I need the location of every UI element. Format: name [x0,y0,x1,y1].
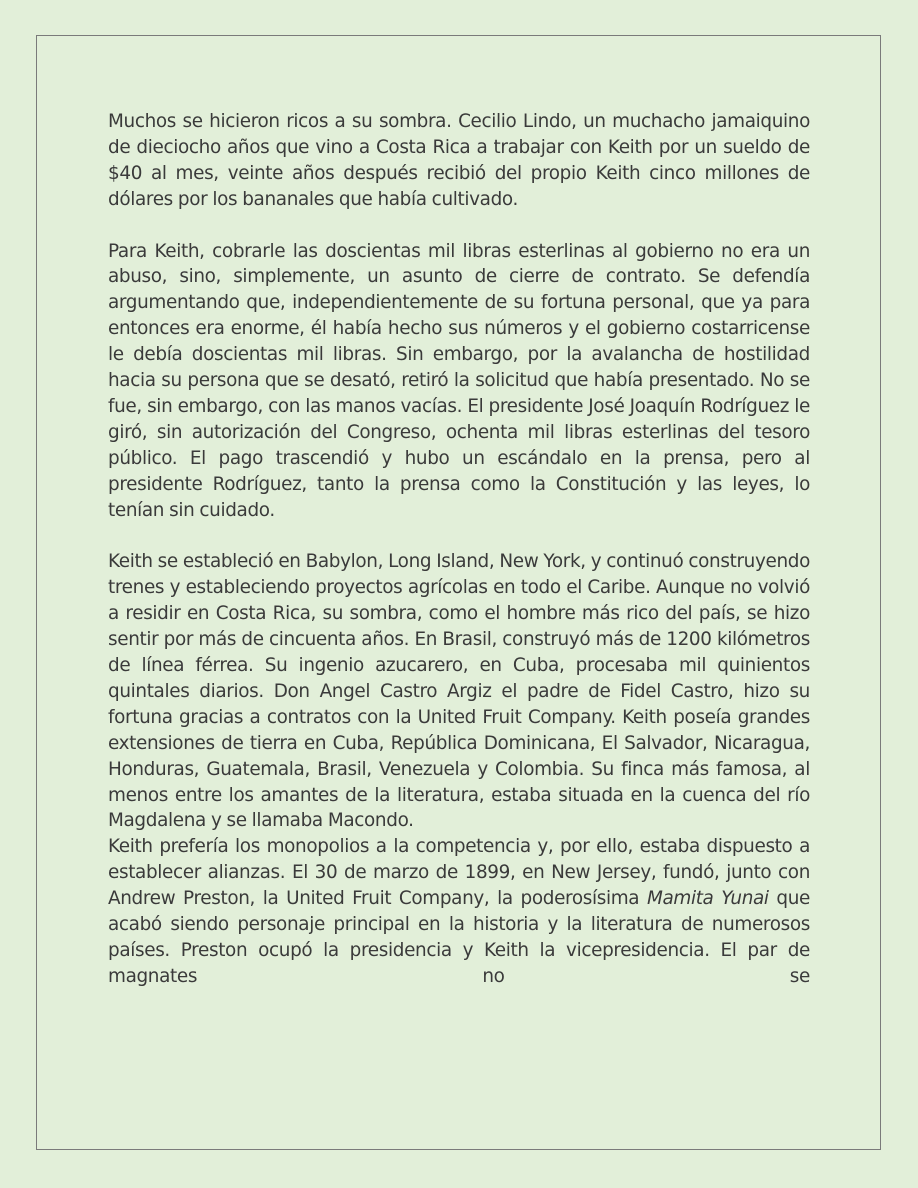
paragraph-3: Keith se estableció en Babylon, Long Island, New York, y continuó construyendo trenes y estableciendo proyectos agrícolas en todo el Caribe. Aunque no volvió a residir en Costa Rica, su sombra, como el hombre más rico del país, se hizo sentir por más de cincuenta años. En Brasil, construyó más de 1200 kilómetros de línea férrea. Su ingenio azucarero, en Cuba, procesaba mil quinientos quintales diarios. Don Angel Castro Argiz el padre de Fidel Castro, hizo su fortuna gracias a contratos con la United Fruit Company. Keith poseía grandes extensiones de tierra en Cuba, República Dominicana, El Salvador, Nicaragua, Honduras, Guatemala, Brasil, Venezuela y Colombia. Su finca más famosa, al menos entre los amantes de la literatura, estaba situada en la cuenca del río Magdalena y se llamaba Macondo. [108,551,810,832]
paragraph-4-text-start: Keith prefería los monopolios a la competencia y, por ello, estaba dispuesto a establecer alianzas. El 30 de marzo de 1899, en New Jersey, fundó, junto con Andrew Preston, la United Fruit Company, la poderosísima [108,836,810,910]
paragraph-4 [108,834,810,989]
paragraph-1: Muchos se hicieron ricos a su sombra. Cecilio Lindo, un muchacho jamaiquino de dieciocho años que vino a Costa Rica a trabajar con Keith por un sueldo de $40 al mes, veinte años después recibió del propio Keith cinco millones de dólares por los bananales que había cultivado. [108,111,810,210]
paragraph-2: Para Keith, cobrarle las doscientas mil libras esterlinas al gobierno no era un abuso, sino, simplemente, un asunto de cierre de contrato. Se defendía argumentando que, independientemente de su fortuna personal, que ya para entonces era enorme, él había hecho sus números y el gobierno costarricense le debía doscientas mil libras. Sin embargo, por la avalancha de hostilidad hacia su persona que se desató, retiró la solicitud que había presentado. No se fue, sin embargo, con las manos vacías. El presidente José Joaquín Rodríguez le giró, sin autorización del Congreso, ochenta mil libras esterlinas del tesoro público. El pago trascendió y hubo un escándalo en la prensa, pero al presidente Rodríguez, tanto la prensa como la Constitución y las leyes, lo tenían sin cuidado. [108,240,810,521]
paragraph-4-text-end: que acabó siendo personaje principal en la historia y la literatura de numerosos países. Preston ocupó la presidencia y Keith la vicepresidencia. El par de magnates no se [108,888,810,987]
paragraph-4-italic-title: Mamita Yunai [646,888,769,910]
document-body [108,109,810,990]
